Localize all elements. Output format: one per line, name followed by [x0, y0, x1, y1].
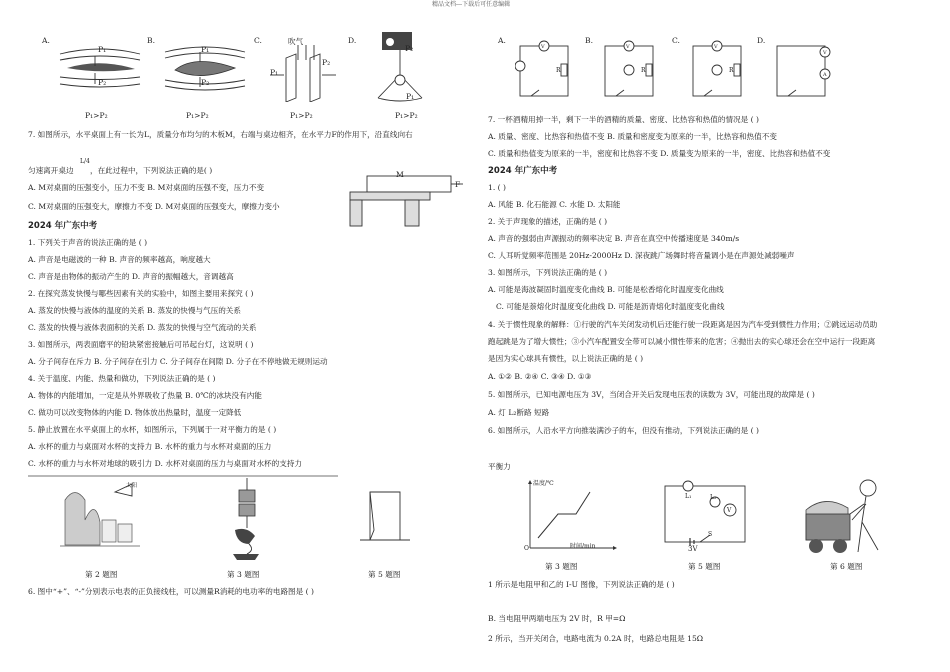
- fig-c-p1: P₁: [270, 68, 279, 77]
- left-q7-line1: 7. 如图所示，水平桌面上有一长为L，质量分布均匀的木板M，右端与桌边相齐，在水平力F的作用下，沿直线向右: [28, 130, 413, 139]
- left-divider-line: [28, 475, 338, 477]
- right-line-1: A. 风能 B. 化石能源 C. 水能 D. 太阳能: [488, 200, 621, 209]
- left-line-3: 2. 在探究蒸发快慢与哪些因素有关的实验中，如图主要用来探究 ( ): [28, 289, 254, 298]
- circ-opt-a: A.: [498, 36, 506, 45]
- fig-d-p1: P₁: [406, 92, 415, 101]
- right-line-12: 5. 如图所示，已知电源电压为 3V，当闭合开关后发现电压表的读数为 3V，可能出现的故障是 ( ): [488, 390, 815, 399]
- left-q7-opt1: A. M对桌面的压强变小，压力不变 B. M对桌面的压强不变，压力不变: [28, 183, 265, 192]
- circuit-q5: [660, 480, 750, 552]
- circuit-v-label: V: [727, 507, 732, 514]
- circ-c-v: V: [714, 44, 718, 50]
- pic-caption-r6: 第 6 题图: [830, 562, 863, 571]
- pic-caption-r5: 第 5 题图: [688, 562, 721, 571]
- left-line-10: C. 做功可以改变物体的内能 D. 物体放出热量时，温度一定降低: [28, 408, 242, 417]
- circuit-s-label: S: [708, 531, 713, 538]
- right-q7-line2: A. 质量、密度、比热容和热值不变 B. 质量和密度变为原来的一半，比热容和热值不变: [488, 132, 777, 141]
- right-line-5: 3. 如图所示，下列说法正确的是 ( ): [488, 268, 608, 277]
- circ-a-v: V: [541, 44, 545, 50]
- pic-caption-q2: 第 2 题图: [85, 570, 118, 579]
- left-line-8: 4. 关于温度、内能、热量和做功，下列说法正确的是 ( ): [28, 374, 216, 383]
- fig-caption-c: P₁>P₂: [290, 111, 313, 120]
- force-f-label: F: [455, 180, 461, 189]
- left-line-1: A. 声音是电磁波的一种 B. 声音的频率越高，响度越大: [28, 255, 211, 264]
- header-watermark: 精品文档---下载后可任意编辑: [432, 1, 511, 8]
- right-line-11: A. ①② B. ②④ C. ③④ D. ①③: [488, 372, 592, 381]
- figure-c-paper-blow: [268, 40, 338, 102]
- board-m-label: M: [396, 170, 404, 179]
- left-q7-frac: L/4: [80, 158, 90, 165]
- fig-caption-d: P₁>P₂: [395, 111, 418, 120]
- fig-b-p1: P₁: [201, 45, 210, 54]
- fig-caption-b: P₁>P₂: [186, 111, 209, 120]
- fig-caption-a: P₁>P₂: [85, 111, 108, 120]
- left-line-0: 1. 下列关于声音的说法正确的是 ( ): [28, 238, 148, 247]
- fig-opt-d: D.: [348, 36, 357, 45]
- fig-c-blow: 吹气: [288, 37, 304, 46]
- circuit-l1-label: L₁: [685, 493, 692, 500]
- right-line-7: C. 可能是萘熔化时温度变化曲线 D. 可能是沥青熔化时温度变化曲线: [496, 302, 725, 311]
- circ-opt-d: D.: [757, 36, 766, 45]
- figure-d-funnel-ball: [360, 30, 440, 105]
- right-line-0: 1. ( ): [488, 183, 506, 192]
- pic-sun-label: 太阳: [126, 483, 138, 489]
- left-q6: 6. 图中“+”、“-”分别表示电表的正负接线柱，可以测量R消耗的电功率的电路图是 ( ): [28, 587, 314, 596]
- pic-caption-q3: 第 3 题图: [227, 570, 260, 579]
- right-line-6: A. 可能是海波凝固时温度变化曲线 B. 可能是松香熔化时温度变化曲线: [488, 285, 724, 294]
- right-tail-1: B. 当电阻甲两端电压为 2V 时，R 甲=Ω: [488, 614, 626, 623]
- pic-caption-r3: 第 3 题图: [545, 562, 578, 571]
- circuit-option-c: [688, 38, 748, 103]
- pic-lead-lamp: [225, 478, 270, 568]
- fig-a-p1: P₁: [98, 45, 107, 54]
- circ-d-v: V: [823, 50, 827, 56]
- fig-b-p2: P₂: [201, 78, 210, 87]
- circ-d-a: A: [823, 72, 827, 78]
- table-board-figure: [345, 166, 465, 230]
- left-line-2: C. 声音是由物体的振动产生的 D. 声音的振幅越大，音调越高: [28, 272, 234, 281]
- right-q7-line1: 7. 一杯酒精用掉一半，剩下一半的酒精的质量、密度、比热容和热值的情况是 ( ): [488, 115, 760, 124]
- circuit-option-a: [515, 38, 575, 103]
- circ-a-r: R: [556, 67, 561, 74]
- fig-opt-a: A.: [42, 36, 50, 45]
- balance-label: 平衡力: [488, 462, 511, 471]
- left-q7-opt2: C. M对桌面的压强变大，摩擦力不变 D. M对桌面的压强变大，摩擦力变小: [28, 202, 280, 211]
- left-line-12: A. 水杯的重力与桌面对水杯的支持力 B. 水杯的重力与水杯对桌面的压力: [28, 442, 272, 451]
- right-tail-0: 1 所示是电阻甲和乙的 I-U 图像，下列说法正确的是 ( ): [488, 580, 675, 589]
- left-line-9: A. 物体的内能增加，一定是从外界吸收了热量 B. 0℃的冰块没有内能: [28, 391, 262, 400]
- right-line-2: 2. 关于声现象的描述，正确的是 ( ): [488, 217, 608, 226]
- circuit-l2-label: L₂: [710, 494, 717, 501]
- left-line-4: A. 蒸发的快慢与液体的温度的关系 B. 蒸发的快慢与气压的关系: [28, 306, 241, 315]
- pic-cup-on-table: [360, 490, 410, 545]
- right-line-14: 6. 如图所示，人沿水平方向推装满沙子的车，但没有推动，下列说法正确的是 ( ): [488, 426, 760, 435]
- right-line-4: C. 人耳听觉频率范围是 20Hz-2000Hz D. 深夜跳广场舞时将音量调小是在声源处减弱噪声: [488, 251, 795, 260]
- pic-caption-q5: 第 5 题图: [368, 570, 401, 579]
- graph-ylabel: 温度/℃: [533, 480, 554, 487]
- fig-a-p2: P₂: [98, 78, 107, 87]
- circuit-3v-label: 3V: [688, 545, 698, 553]
- fig-opt-b: B.: [147, 36, 155, 45]
- circ-opt-b: B.: [585, 36, 593, 45]
- right-line-3: A. 声音的强弱由声源振动的频率决定 B. 声音在真空中传播速度是 340m/s: [488, 234, 740, 243]
- left-line-5: C. 蒸发的快慢与液体表面积的关系 D. 蒸发的快慢与空气流动的关系: [28, 323, 257, 332]
- fig-opt-c: C.: [254, 36, 262, 45]
- right-line-10: 是因为实心球具有惯性，以上说法正确的是 ( ): [488, 354, 644, 363]
- graph-origin: O: [524, 545, 529, 552]
- fig-d-p2: P₂: [405, 44, 414, 53]
- pic-push-cart: [800, 474, 892, 556]
- fig-c-p2: P₂: [322, 58, 331, 67]
- circuit-option-b: [600, 38, 660, 103]
- left-line-7: A. 分子间存在斥力 B. 分子间存在引力 C. 分子间存在间隙 D. 分子在不停地做无规则运动: [28, 357, 328, 366]
- circ-b-v: V: [626, 44, 630, 50]
- left-line-11: 5. 静止放置在水平桌面上的水杯，如图所示，下列属于一对平衡力的是 ( ): [28, 425, 277, 434]
- circ-c-r: R: [729, 67, 734, 74]
- right-line-13: A. 灯 L₂断路 短路: [488, 408, 550, 417]
- left-line-13: C. 水杯的重力与水杯对地球的吸引力 D. 水杯对桌面的压力与桌面对水杯的支持力: [28, 459, 303, 468]
- graph-xlabel: 时间/min: [570, 543, 596, 550]
- right-line-8: 4. 关于惯性现象的解释：①行驶的汽车关闭发动机后还能行驶一段距离是因为汽车受到惯性力作用；②跳远运动员助: [488, 320, 878, 329]
- left-section-title: 2024 年广东中考: [28, 221, 98, 231]
- left-q7-line2a: 匀速离开桌边: [28, 166, 74, 175]
- left-q7-line2b: ，在此过程中，下列说法正确的是( ): [90, 166, 213, 175]
- right-tail-2: 2 所示，当开关闭合，电路电流为 0.2A 时，电路总电阻是 15Ω: [488, 634, 704, 643]
- circ-opt-c: C.: [672, 36, 680, 45]
- right-section-title: 2024 年广东中考: [488, 166, 558, 176]
- left-line-6: 3. 如图所示，两表面磨平的铅块紧密接触后可吊起台灯，这说明 ( ): [28, 340, 254, 349]
- right-q7-line3: C. 质量和热值变为原来的一半，密度和比热容不变 D. 质量变为原来的一半，密度、比热容和热值不变: [488, 149, 831, 158]
- right-line-9: 跑起跳是为了增大惯性；③小汽车配置安全带可以减小惯性带来的危害；④抛出去的实心球还会在空中运行一段距离: [488, 337, 876, 346]
- circ-b-r: R: [641, 67, 646, 74]
